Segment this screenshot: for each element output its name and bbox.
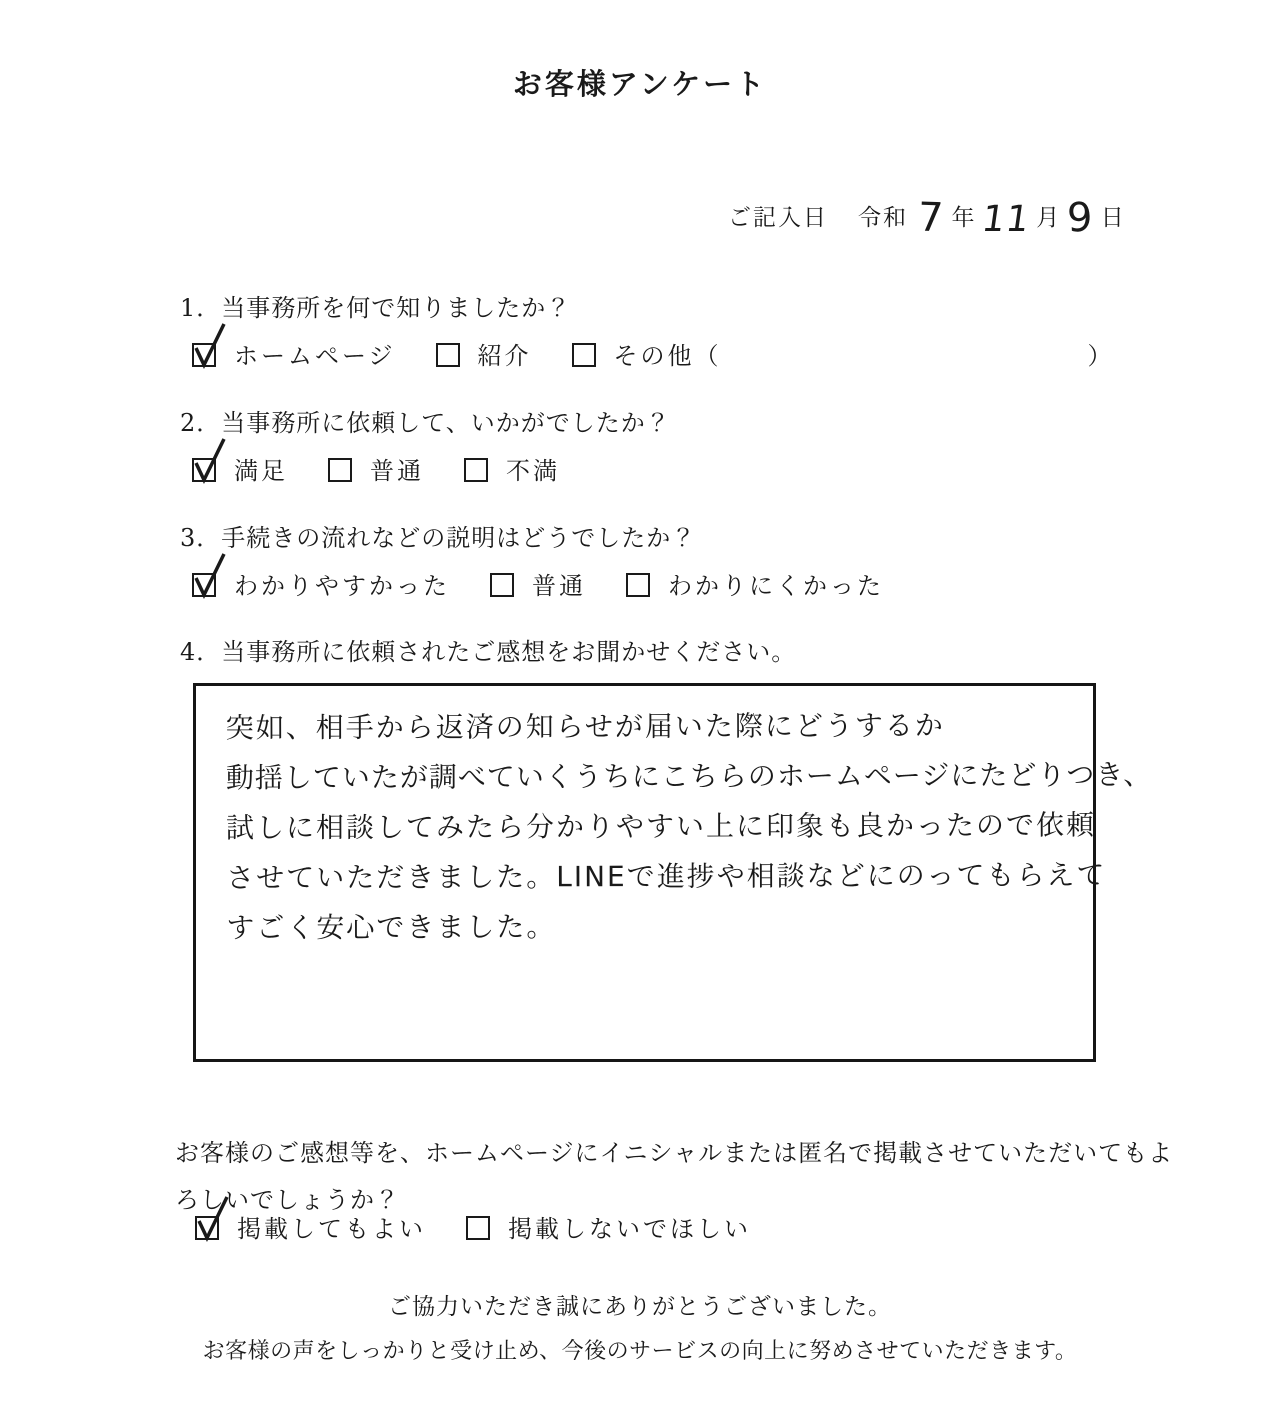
question-2-text xyxy=(180,403,671,438)
checkbox[interactable] xyxy=(464,458,488,482)
question-text: 当事務所を何で知りましたか？ xyxy=(221,294,572,322)
checkmark-icon xyxy=(190,434,230,484)
comment-box[interactable] xyxy=(193,683,1153,1062)
question-2-options xyxy=(192,452,671,487)
checkbox[interactable] xyxy=(626,573,650,597)
option-label: 不満 xyxy=(506,457,560,485)
consent-options xyxy=(195,1210,791,1245)
option-hard-to-understand xyxy=(626,567,884,602)
question-1-options xyxy=(192,337,1155,372)
date-label: ご記入日 xyxy=(728,205,828,231)
question-number: 2． xyxy=(180,409,222,437)
comment-line: すごく安心できました。 xyxy=(226,910,557,945)
option-label: 満足 xyxy=(234,457,288,485)
option-label: 普通 xyxy=(532,572,586,600)
question-number: 4． xyxy=(180,638,222,666)
consent-line: お客様のご感想等を、ホームページにイニシャルまたは匿名で掲載させていただいてもよ xyxy=(175,1139,1174,1167)
question-text: 当事務所に依頼されたご感想をお聞かせください。 xyxy=(221,638,797,666)
option-label: わかりやすかった xyxy=(234,572,450,600)
option-other xyxy=(572,337,1115,372)
year-unit: 年 xyxy=(951,205,977,231)
option-label: わかりにくかった xyxy=(668,572,884,600)
question-3 xyxy=(180,518,924,602)
option-neutral xyxy=(328,452,424,487)
option-homepage xyxy=(192,337,396,372)
month-value: 11 xyxy=(979,198,1034,240)
option-referral xyxy=(436,337,532,372)
handwritten-comment xyxy=(196,684,1153,953)
option-label-suffix: ） xyxy=(1087,342,1115,370)
question-2 xyxy=(180,403,671,487)
option-easy-to-understand xyxy=(192,567,450,602)
checkbox[interactable] xyxy=(490,573,514,597)
question-4-text xyxy=(180,632,796,667)
page-title: お客様アンケート xyxy=(512,67,768,101)
checkbox[interactable] xyxy=(466,1216,490,1240)
option-label: 紹介 xyxy=(477,342,532,370)
thanks-text: ご協力いただき誠にありがとうございました。 xyxy=(388,1294,892,1320)
checkbox-checked[interactable] xyxy=(195,1216,219,1240)
closing-text: お客様の声をしっかりと受け止め、今後のサービスの向上に努めさせていただきます。 xyxy=(202,1339,1078,1364)
checkbox-checked[interactable] xyxy=(192,573,216,597)
question-4 xyxy=(180,632,796,667)
question-3-text xyxy=(180,518,924,553)
option-satisfied xyxy=(192,452,288,487)
option-dissatisfied xyxy=(464,452,560,487)
era-label: 令和 xyxy=(858,205,908,231)
checkbox-checked[interactable] xyxy=(192,458,216,482)
checkbox[interactable] xyxy=(328,458,352,482)
comment-line: 動揺していたが調べていくうちにこちらのホームページにたどりつき、 xyxy=(225,758,1153,795)
date-row xyxy=(728,194,1132,242)
checkmark-icon xyxy=(190,549,230,599)
question-text: 手続きの流れなどの説明はどうでしたか？ xyxy=(221,524,697,552)
question-3-options xyxy=(192,567,924,602)
question-1-text xyxy=(180,288,1155,323)
option-label: 掲載してもよい xyxy=(237,1215,426,1243)
checkbox[interactable] xyxy=(436,343,460,367)
option-neutral xyxy=(490,567,586,602)
question-1 xyxy=(180,288,1155,372)
day-value: 9 xyxy=(1066,194,1096,242)
option-label: 普通 xyxy=(370,457,424,485)
checkbox[interactable] xyxy=(572,343,596,367)
option-label: ホームページ xyxy=(234,342,396,370)
comment-line: させていただきました。LINEで進捗や相談などにのってもらえて xyxy=(226,858,1107,895)
comment-line: 突如、相手から返済の知らせが届いた際にどうするか xyxy=(225,708,945,745)
question-number: 1． xyxy=(180,294,222,322)
checkmark-icon xyxy=(190,319,230,369)
question-text: 当事務所に依頼して、いかがでしたか？ xyxy=(221,409,671,437)
consent-line: ろしいでしょうか？ xyxy=(175,1186,400,1214)
question-number: 3． xyxy=(180,524,222,552)
year-value: 7 xyxy=(917,194,947,242)
day-unit: 日 xyxy=(1100,205,1126,231)
option-label: その他（ xyxy=(613,342,722,370)
option-allow-publish xyxy=(195,1210,426,1245)
option-do-not-publish xyxy=(466,1210,751,1245)
comment-line: 試しに相談してみたら分かりやすい上に印象も良かったので依頼 xyxy=(225,808,1097,845)
checkbox-checked[interactable] xyxy=(192,343,216,367)
option-label: 掲載しないでほしい xyxy=(508,1215,751,1243)
month-unit: 月 xyxy=(1036,205,1062,231)
